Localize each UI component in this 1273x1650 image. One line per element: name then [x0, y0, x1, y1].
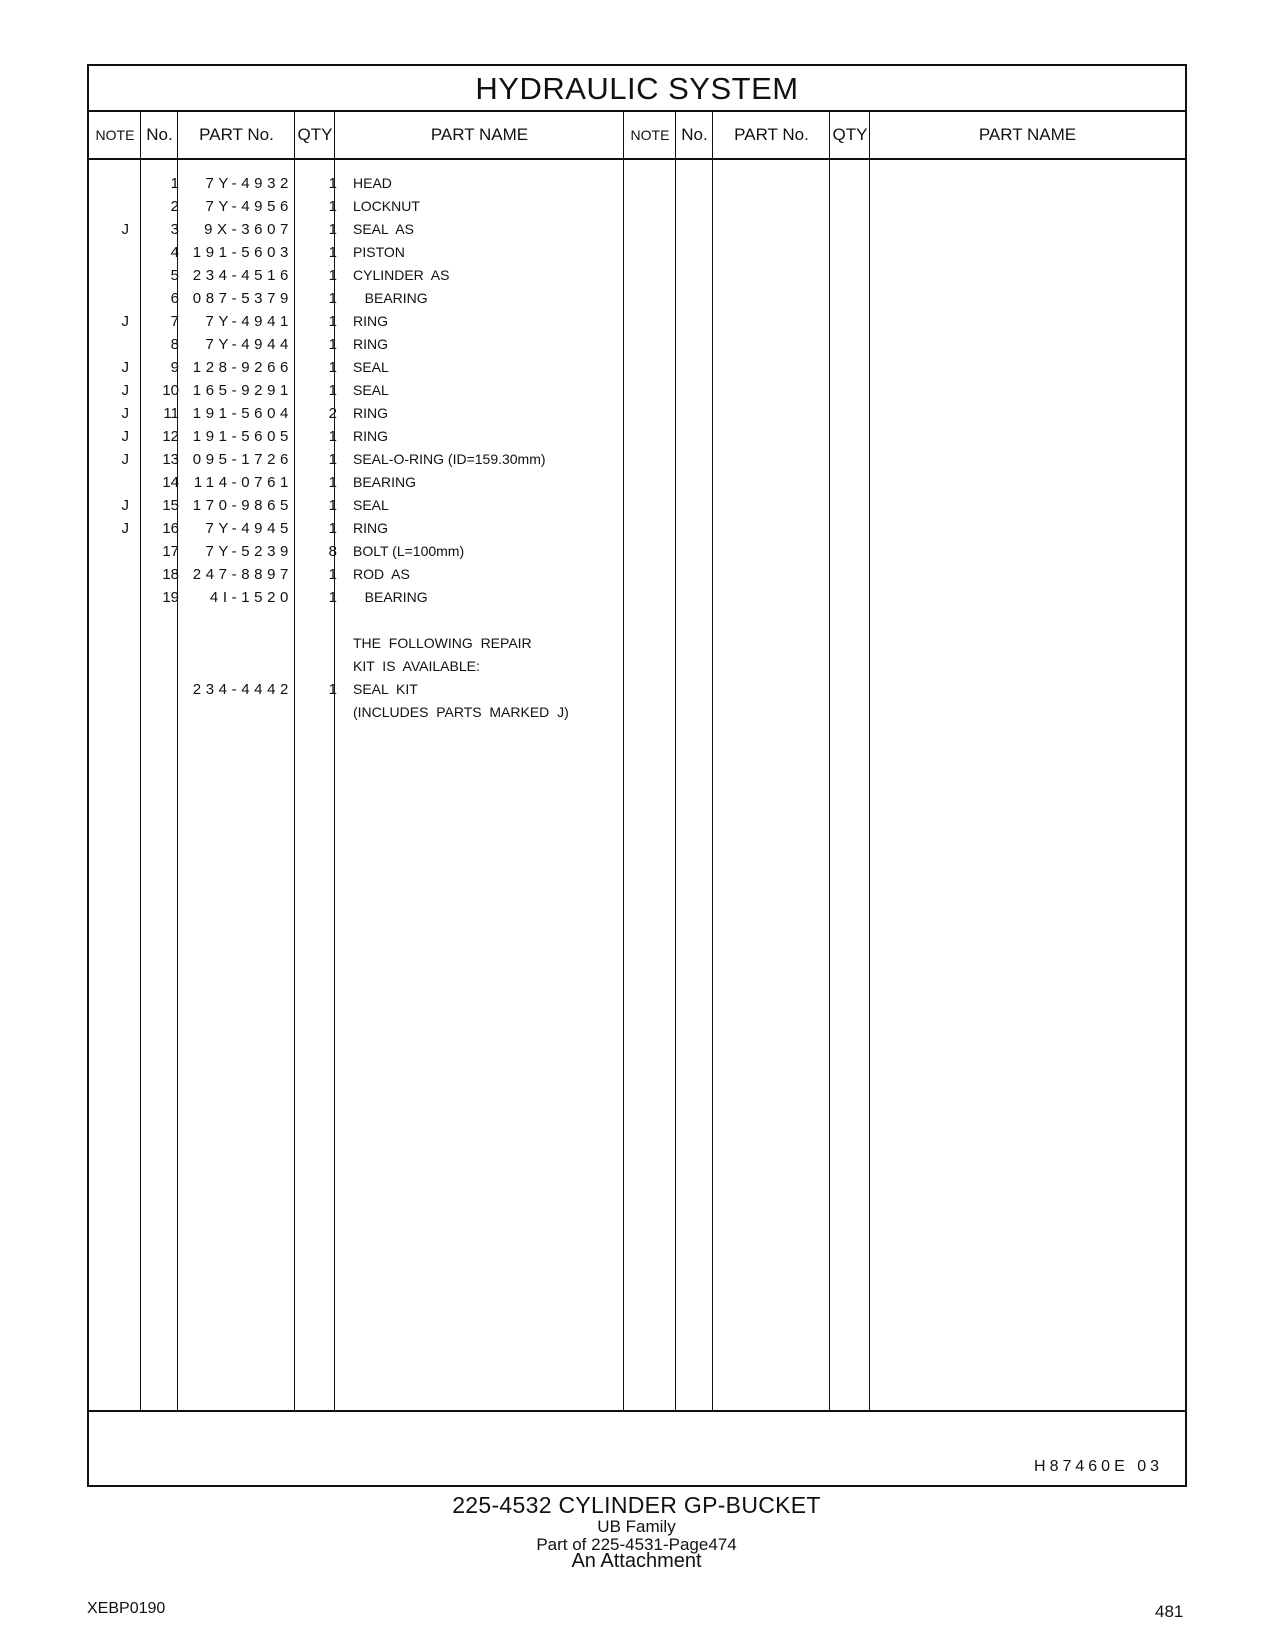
row-part-number: 114-0761: [193, 474, 293, 491]
row-part-number: 7Y-4941: [205, 313, 293, 330]
row-number: 18: [162, 566, 179, 583]
row-part-number: 191-5605: [192, 428, 293, 445]
row-part-name: RING: [353, 336, 388, 352]
row-part-number: 7Y-4944: [205, 336, 293, 353]
row-part-name: SEAL KIT: [353, 681, 418, 697]
caption-family: UB Family: [597, 1517, 676, 1536]
table-row: [89, 609, 1185, 632]
row-number: 16: [162, 520, 179, 537]
row-part-name: HEAD: [353, 175, 392, 191]
row-part-number: 234-4516: [192, 267, 293, 284]
table-row: [89, 218, 1185, 241]
row-quantity: 1: [328, 290, 337, 307]
col-qty-left: QTY: [297, 125, 333, 144]
row-number: 12: [162, 428, 179, 445]
row-quantity: 1: [328, 359, 337, 376]
col-no-right: No.: [681, 125, 708, 144]
row-part-number: 165-9291: [192, 382, 293, 399]
col-qty-right: QTY: [832, 125, 868, 144]
col-partname-left: PART NAME: [430, 125, 529, 144]
table-row: [89, 195, 1185, 218]
table-row: [89, 287, 1185, 310]
row-quantity: 1: [328, 497, 337, 514]
row-part-name: RING: [353, 428, 388, 444]
row-number: 1: [170, 175, 179, 192]
row-part-name: SEAL-O-RING (ID=159.30mm): [353, 451, 546, 467]
row-part-number: 095-1726: [192, 451, 293, 468]
row-part-name: RING: [353, 313, 388, 329]
row-part-name: SEAL: [353, 382, 389, 398]
row-note: J: [121, 359, 129, 376]
col-note-right: NOTE: [630, 127, 670, 143]
row-part-name: RING: [353, 405, 388, 421]
section-title: HYDRAULIC SYSTEM: [89, 66, 1185, 112]
row-part-name: SEAL AS: [353, 221, 414, 237]
row-part-name: BOLT (L=100mm): [353, 543, 465, 559]
caption-group-title: 225-4532 CYLINDER GP-BUCKET: [452, 1492, 821, 1518]
row-quantity: 1: [328, 428, 337, 445]
row-number: 9: [170, 359, 179, 376]
row-quantity: 1: [328, 520, 337, 537]
table-row: [89, 655, 1185, 678]
table-row: [89, 471, 1185, 494]
document-id: XEBP0190: [87, 1600, 166, 1617]
row-part-name: PISTON: [353, 244, 405, 260]
row-number: 11: [163, 405, 179, 422]
row-quantity: 1: [328, 313, 337, 330]
row-quantity: 1: [328, 336, 337, 353]
row-number: 6: [170, 290, 179, 307]
row-quantity: 1: [328, 175, 337, 192]
table-row: [89, 678, 1185, 701]
table-row: [89, 241, 1185, 264]
row-number: 19: [162, 589, 179, 606]
row-note: J: [121, 405, 129, 422]
table-row: [89, 356, 1185, 379]
parts-sheet: [87, 64, 1187, 1487]
row-quantity: 1: [328, 566, 337, 583]
col-partname-right: PART NAME: [978, 125, 1077, 144]
col-no-left: No.: [146, 125, 173, 144]
row-part-number: 7Y-4956: [205, 198, 293, 215]
row-number: 5: [170, 267, 179, 284]
row-number: 13: [162, 451, 179, 468]
table-row: [89, 448, 1185, 471]
row-part-name: ROD AS: [353, 566, 410, 582]
row-part-name: RING: [353, 520, 388, 536]
table-row: [89, 632, 1185, 655]
table-row: [89, 172, 1185, 195]
row-number: 15: [162, 497, 179, 514]
illustration-code: H87460E 03: [1034, 1458, 1163, 1475]
caption-type: An Attachment: [571, 1550, 702, 1572]
row-part-number: 7Y-4945: [205, 520, 293, 537]
row-part-number: 191-5604: [192, 405, 293, 422]
row-number: 8: [170, 336, 179, 353]
caption-parent: Part of 225-4531-Page474: [536, 1535, 737, 1554]
row-part-name: SEAL: [353, 359, 389, 375]
row-note: J: [121, 382, 129, 399]
col-note-left: NOTE: [95, 127, 135, 143]
row-part-name: THE FOLLOWING REPAIR: [353, 635, 532, 651]
table-row: [89, 402, 1185, 425]
row-part-number: 128-9266: [192, 359, 293, 376]
row-part-name: CYLINDER AS: [353, 267, 450, 283]
footer-rule: [89, 1410, 1185, 1412]
table-row: [89, 586, 1185, 609]
row-quantity: 1: [328, 474, 337, 491]
page-number: 481: [1155, 1602, 1184, 1621]
row-note: J: [121, 520, 129, 537]
row-note: J: [121, 313, 129, 330]
row-quantity: 1: [328, 681, 337, 698]
row-quantity: 2: [328, 405, 337, 422]
row-quantity: 1: [328, 267, 337, 284]
table-row: [89, 494, 1185, 517]
row-quantity: 1: [328, 221, 337, 238]
table-row: [89, 701, 1185, 724]
row-number: 14: [162, 474, 179, 491]
table-row: [89, 563, 1185, 586]
col-partno-left: PART No.: [199, 125, 274, 144]
row-part-number: 7Y-5239: [205, 543, 293, 560]
row-note: J: [121, 451, 129, 468]
row-quantity: 8: [328, 543, 337, 560]
row-quantity: 1: [328, 451, 337, 468]
row-part-number: 9X-3607: [204, 221, 293, 238]
row-part-name: SEAL: [353, 497, 389, 513]
row-part-name: BEARING: [353, 290, 428, 306]
row-part-number: 4I-1520: [209, 589, 293, 606]
row-note: J: [121, 428, 129, 445]
row-note: J: [121, 221, 129, 238]
row-part-number: 247-8897: [192, 566, 293, 583]
table-row: [89, 333, 1185, 356]
row-number: 2: [170, 198, 179, 215]
row-part-number: 170-9865: [192, 497, 293, 514]
table-row: [89, 379, 1185, 402]
row-quantity: 1: [328, 198, 337, 215]
column-header-row: [89, 112, 1185, 160]
row-part-number: 087-5379: [192, 290, 293, 307]
row-note: J: [121, 497, 129, 514]
row-part-name: BEARING: [353, 589, 428, 605]
row-part-number: 7Y-4932: [205, 175, 293, 192]
row-number: 4: [170, 244, 179, 261]
table-row: [89, 264, 1185, 287]
row-number: 17: [162, 543, 179, 560]
table-row: [89, 540, 1185, 563]
parts-list: [89, 160, 1185, 1410]
row-quantity: 1: [328, 382, 337, 399]
table-row: [89, 310, 1185, 333]
row-number: 3: [170, 221, 179, 238]
row-quantity: 1: [328, 589, 337, 606]
row-part-name: LOCKNUT: [353, 198, 420, 214]
row-part-name: BEARING: [353, 474, 417, 490]
table-row: [89, 517, 1185, 540]
row-number: 10: [162, 382, 179, 399]
row-part-number: 191-5603: [192, 244, 293, 261]
row-part-name: KIT IS AVAILABLE:: [353, 658, 480, 674]
table-row: [89, 425, 1185, 448]
col-partno-right: PART No.: [734, 125, 809, 144]
row-part-number: 234-4442: [192, 681, 293, 698]
row-number: 7: [170, 313, 179, 330]
row-part-name: (INCLUDES PARTS MARKED J): [353, 704, 569, 720]
row-quantity: 1: [328, 244, 337, 261]
